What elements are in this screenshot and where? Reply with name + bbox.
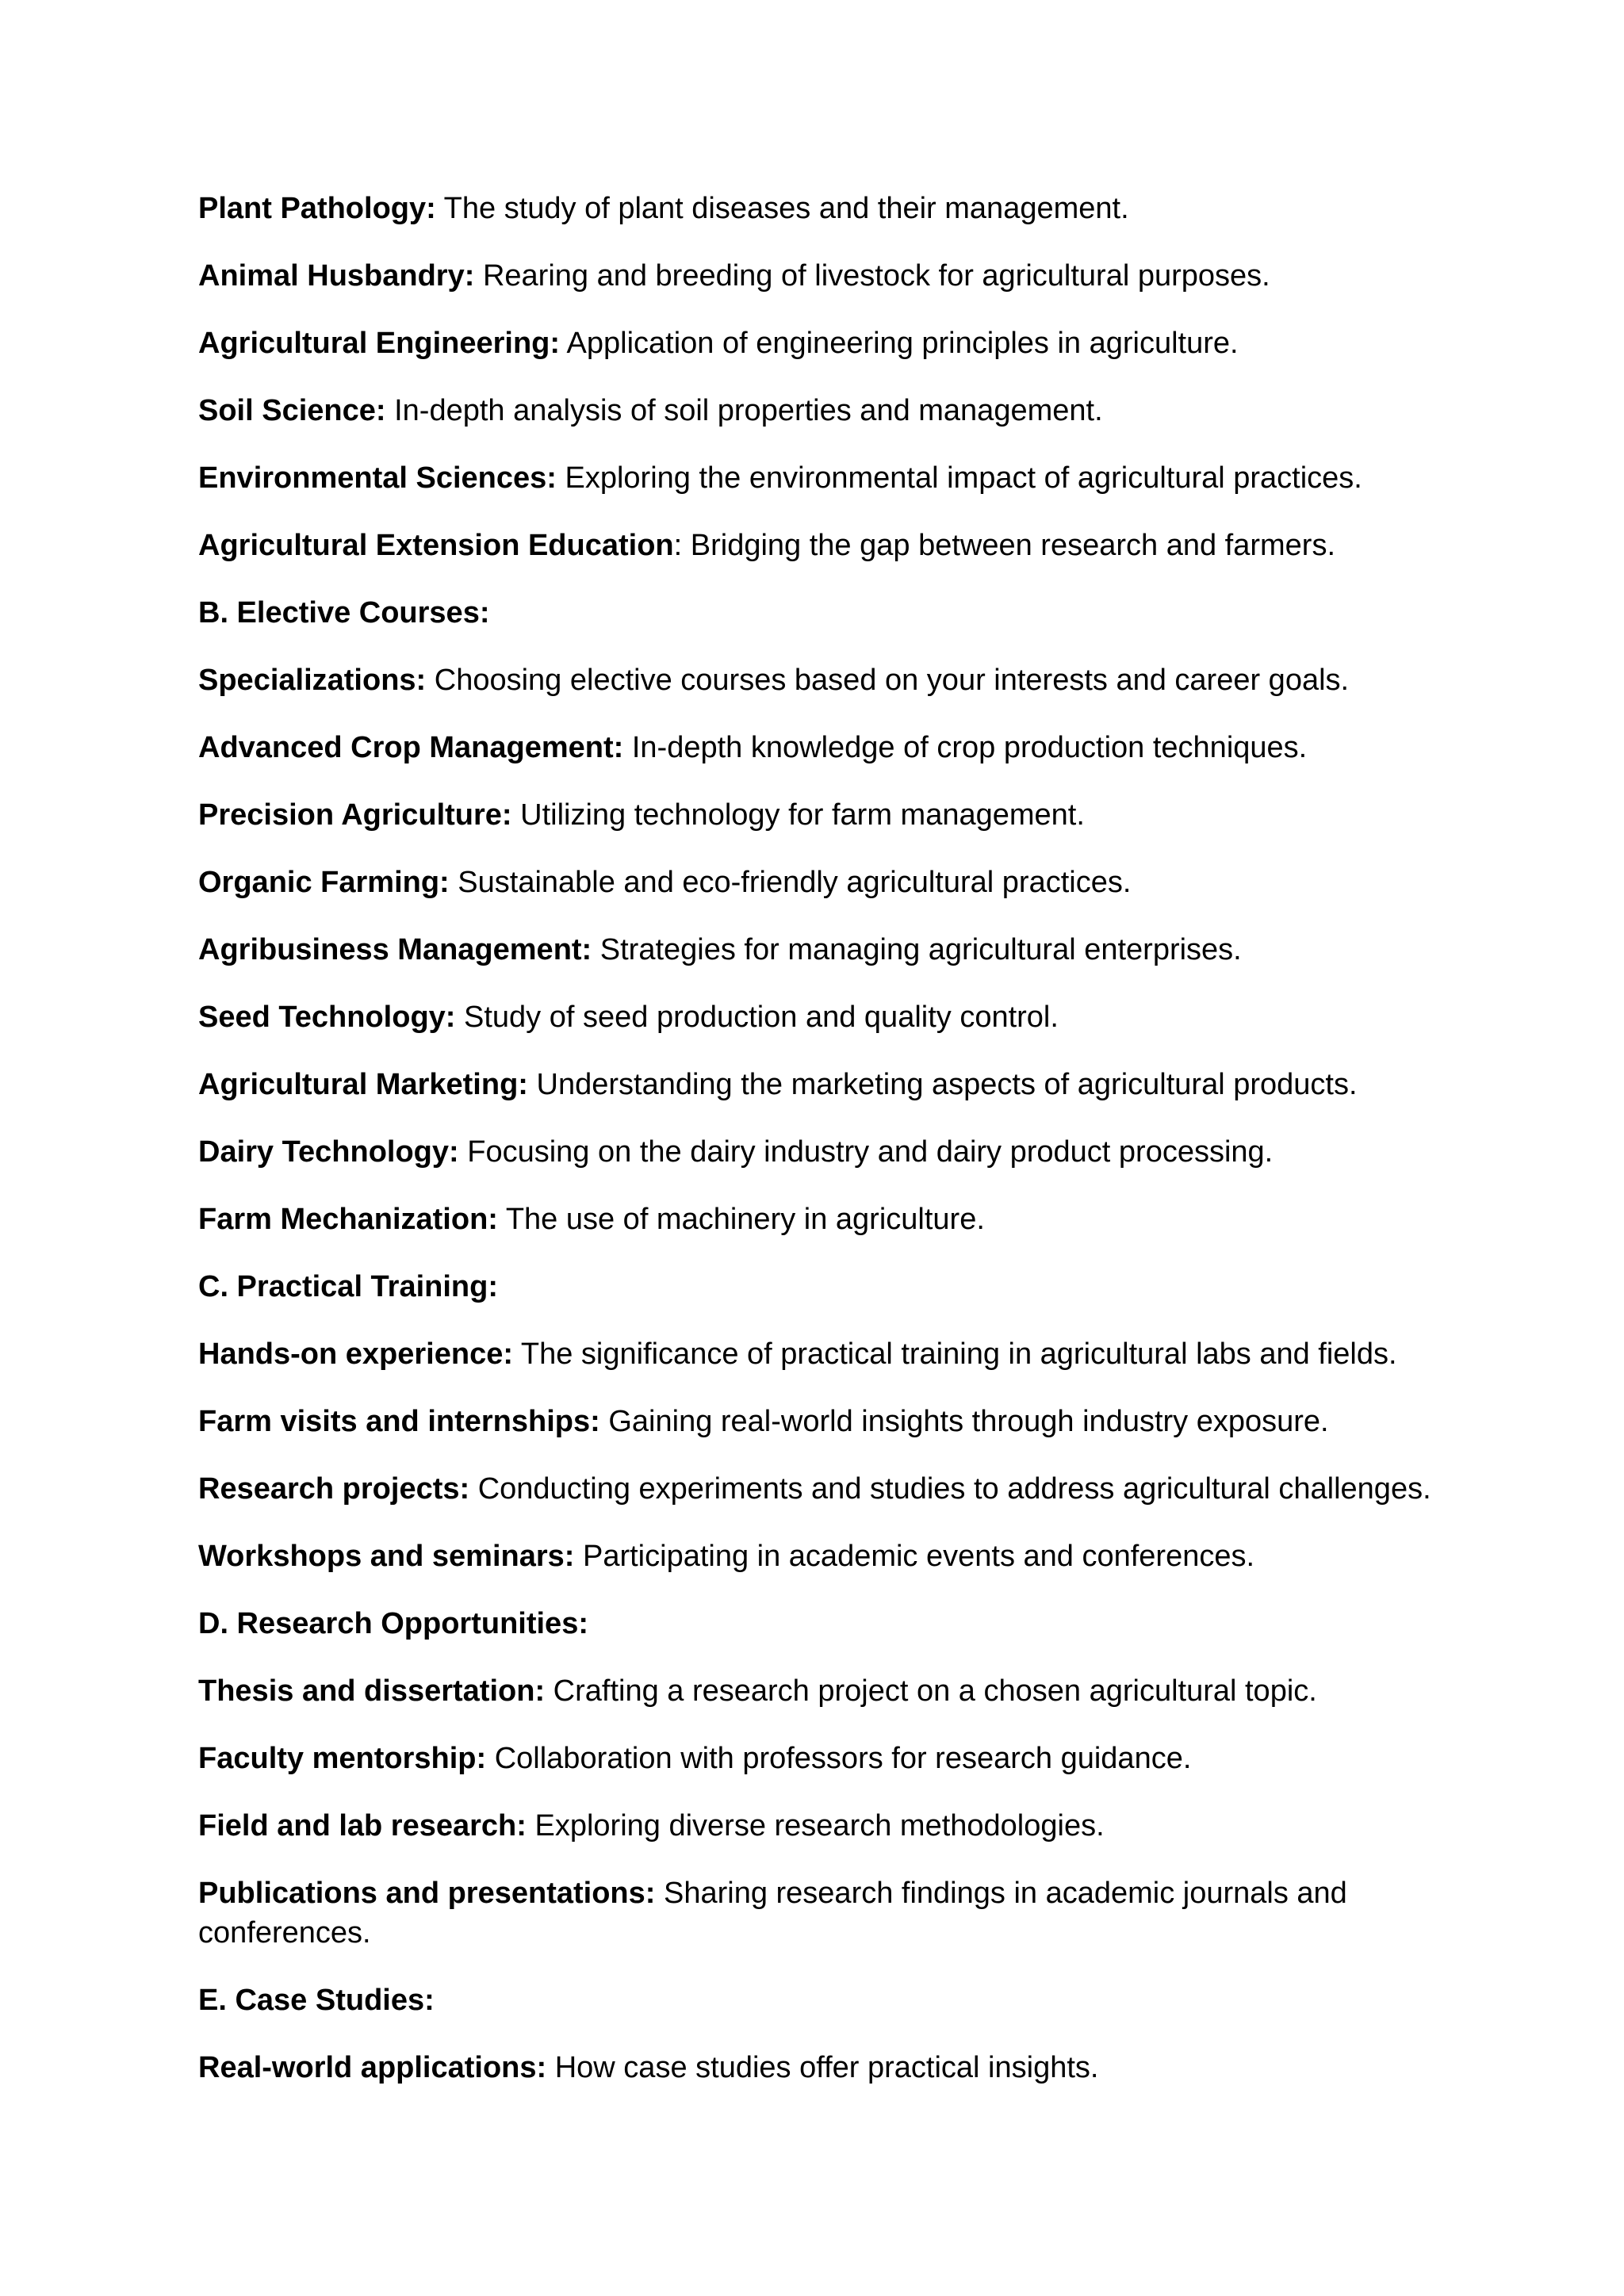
- item-term: Field and lab research:: [198, 1809, 527, 1843]
- item-description: Sharing research findings in academic journals and conferences.: [198, 1877, 1347, 1950]
- item-description: In-depth analysis of soil properties and management.: [385, 394, 1103, 427]
- item-description: Rearing and breeding of livestock for agricultural purposes.: [474, 259, 1270, 293]
- item-description: Utilizing technology for farm management.: [511, 798, 1085, 832]
- item-term: Dairy Technology:: [198, 1135, 459, 1169]
- item-description: Focusing on the dairy industry and dairy product processing.: [458, 1135, 1274, 1169]
- list-item-faculty-mentorship: [198, 1739, 1467, 1778]
- item-description: How case studies offer practical insights.: [546, 2051, 1099, 2084]
- item-description: Exploring diverse research methodologies.: [526, 1809, 1105, 1843]
- list-item-field-and-lab-research: [198, 1806, 1467, 1846]
- list-item-farm-mechanization: [198, 1200, 1467, 1239]
- list-item-workshops-and-seminars: [198, 1536, 1467, 1576]
- item-term: Plant Pathology:: [198, 192, 436, 225]
- item-description: : Bridging the gap between research and farmers.: [673, 529, 1336, 562]
- list-item-precision-agriculture: [198, 795, 1467, 835]
- list-item-organic-farming: [198, 863, 1467, 902]
- list-item-animal-husbandry: [198, 256, 1467, 296]
- item-description: The significance of practical training in agricultural labs and fields.: [513, 1337, 1397, 1371]
- list-item-hands-on-experience: [198, 1334, 1467, 1374]
- item-term: Seed Technology:: [198, 1001, 456, 1034]
- item-description: Understanding the marketing aspects of agricultural products.: [527, 1068, 1358, 1101]
- list-item-real-world-applications: [198, 2048, 1467, 2087]
- item-description: In-depth knowledge of crop production techniques.: [623, 731, 1308, 764]
- section-heading-practical-training: C. Practical Training:: [198, 1270, 498, 1303]
- item-description: Strategies for managing agricultural enterprises.: [592, 933, 1242, 966]
- item-description: Sustainable and eco-friendly agricultural practices.: [449, 866, 1132, 899]
- item-term: Faculty mentorship:: [198, 1742, 487, 1775]
- item-term: Agricultural Marketing:: [198, 1068, 528, 1101]
- list-item-environmental-sciences: [198, 458, 1467, 498]
- list-item-dairy-technology: [198, 1132, 1467, 1172]
- item-term: Advanced Crop Management:: [198, 731, 624, 764]
- list-item-specializations: [198, 660, 1467, 700]
- item-description: Study of seed production and quality control.: [455, 1001, 1059, 1034]
- item-description: Participating in academic events and conferences.: [574, 1540, 1255, 1573]
- section-heading-case-studies: E. Case Studies:: [198, 1984, 435, 2017]
- item-term: Farm Mechanization:: [198, 1203, 498, 1236]
- list-item-agricultural-marketing: [198, 1065, 1467, 1104]
- item-term: Environmental Sciences:: [198, 461, 557, 495]
- item-description: Application of engineering principles in agriculture.: [560, 327, 1239, 360]
- list-item-seed-technology: [198, 997, 1467, 1037]
- list-item-research-projects: [198, 1469, 1467, 1509]
- item-term: Agribusiness Management:: [198, 933, 592, 966]
- section-heading-research-opportunities: D. Research Opportunities:: [198, 1607, 588, 1640]
- item-term: Research projects:: [198, 1472, 470, 1506]
- list-item-agribusiness-management: [198, 930, 1467, 970]
- list-item-thesis-and-dissertation: [198, 1671, 1467, 1711]
- item-term: Agricultural Engineering:: [198, 327, 561, 360]
- list-item-agricultural-engineering: [198, 323, 1467, 363]
- document-page: [198, 189, 1467, 2115]
- item-term: Farm visits and internships:: [198, 1405, 600, 1438]
- item-term: Specializations:: [198, 664, 427, 697]
- item-description: Choosing elective courses based on your interests and career goals.: [426, 664, 1350, 697]
- list-item-publications-and-presentations: [198, 1873, 1467, 1953]
- item-description: The use of machinery in agriculture.: [497, 1203, 985, 1236]
- list-item-soil-science: [198, 391, 1467, 430]
- item-term: Organic Farming:: [198, 866, 450, 899]
- item-description: Conducting experiments and studies to address agricultural challenges.: [469, 1472, 1431, 1506]
- item-description: Exploring the environmental impact of agricultural practices.: [556, 461, 1362, 495]
- item-description: Gaining real-world insights through industry exposure.: [599, 1405, 1329, 1438]
- item-term: Precision Agriculture:: [198, 798, 512, 832]
- item-term: Real-world applications:: [198, 2051, 547, 2084]
- item-term: Hands-on experience:: [198, 1337, 513, 1371]
- item-term: Animal Husbandry:: [198, 259, 475, 293]
- item-term: Soil Science:: [198, 394, 386, 427]
- item-term: Agricultural Extension Education: [198, 529, 674, 562]
- list-item-farm-visits-and-internships: [198, 1402, 1467, 1441]
- list-item-agricultural-extension-education: [198, 526, 1467, 565]
- item-description: Crafting a research project on a chosen agricultural topic.: [545, 1674, 1317, 1708]
- item-description: The study of plant diseases and their management.: [435, 192, 1129, 225]
- item-description: Collaboration with professors for research guidance.: [486, 1742, 1192, 1775]
- item-term: Publications and presentations:: [198, 1877, 656, 1910]
- item-term: Workshops and seminars:: [198, 1540, 575, 1573]
- list-item-advanced-crop-management: [198, 728, 1467, 767]
- section-heading-elective-courses: B. Elective Courses:: [198, 596, 490, 629]
- list-item-plant-pathology: [198, 189, 1467, 228]
- item-term: Thesis and dissertation:: [198, 1674, 546, 1708]
